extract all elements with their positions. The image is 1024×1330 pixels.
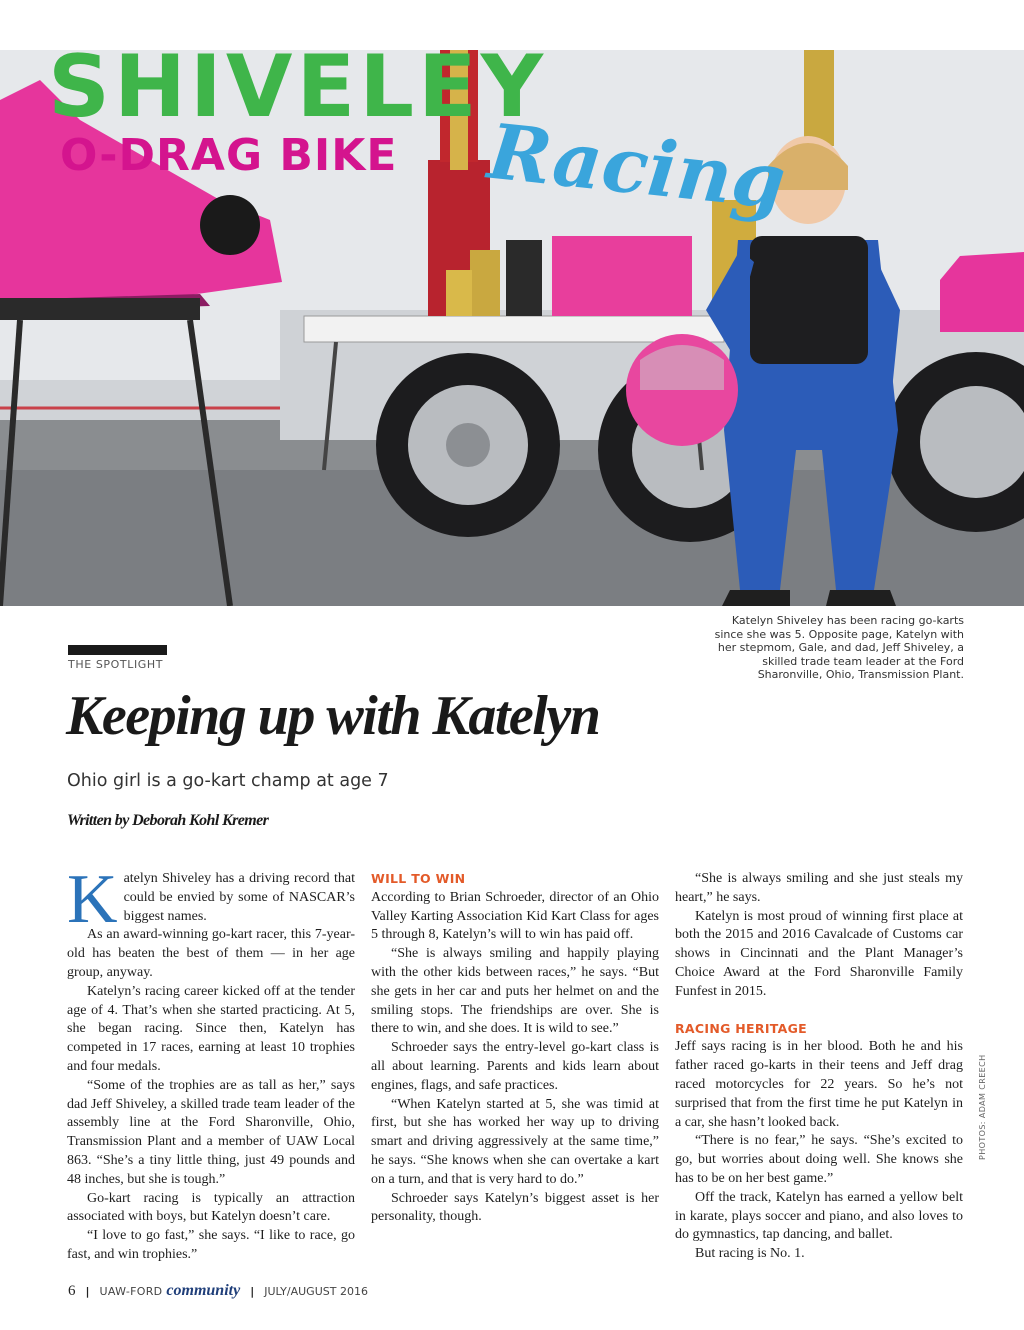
article-paragraph: Schroeder says Katelyn’s biggest asset is her personality, though. — [371, 1190, 659, 1225]
article-paragraph: “There is no fear,” he says. “She’s excited to go, but worries about doing well. She knows she has to be on her best game.” — [675, 1133, 963, 1186]
trailer-lettering-shiveley: SHIVELEY — [48, 50, 548, 137]
subhead-racing-heritage: RACING HERITAGE — [675, 1020, 808, 1036]
article-paragraph: Katelyn is most proud of winning first place at both the 2015 and 2016 Cavalcade of Customs car shows in Cincinnati and the Plant Manager’s Choice Award at the Ford Sharonville Family Funfest in 2015. — [675, 908, 963, 999]
article-column-3 — [675, 870, 963, 1264]
article-paragraph: Off the track, Katelyn has earned a yellow belt in karate, plays soccer and piano, and also loves to do gymnastics, tap dancing, and ballet. — [675, 1189, 963, 1243]
footer-issue-date: JULY/AUGUST 2016 — [264, 1285, 368, 1298]
hero-photo — [0, 50, 1024, 606]
section-label: THE SPOTLIGHT — [68, 658, 164, 671]
article-paragraph: But racing is No. 1. — [695, 1246, 805, 1262]
page-footer — [68, 1282, 368, 1300]
page-number: 6 — [68, 1283, 76, 1299]
article-paragraph: According to Brian Schroeder, director of an Ohio Valley Karting Association Kid Kart Class for ages 5 through 8, Katelyn’s will to win has paid off. — [371, 889, 659, 943]
article-column-2 — [371, 870, 659, 1227]
photo-credit-text: PHOTOS: ADAM CREECH — [978, 1054, 987, 1160]
article-paragraph: Schroeder says the entry-level go-kart class is all about learning. Parents and kids learn about engines, flags, and safe practices. — [371, 1040, 659, 1093]
article-headline: Keeping up with Katelyn — [66, 685, 600, 747]
trailer-lettering-drag-bike: O-DRAG BIKE — [60, 130, 398, 181]
article-paragraph: “Some of the trophies are as tall as her,” says dad Jeff Shiveley, a skilled trade team leader of the assembly line at the Ford Sharonville, Ohio, Transmission Plant and a member of UAW Local 863. “She’s a tiny little thing, just 49 pounds and 48 inches, but she is tough.” — [67, 1077, 355, 1187]
photo-caption: Katelyn Shiveley has been racing go-karts since she was 5. Opposite page, Katelyn with her stepmom, Gale, and dad, Jeff Shiveley, a skilled trade team leader at the Ford Sharonville, Ohio, Transmission Plant. — [714, 614, 964, 681]
photo-credit — [978, 1054, 987, 1160]
footer-separator: | — [250, 1285, 255, 1298]
drop-cap: K — [67, 861, 118, 938]
trailer-lettering-racing: Racing — [484, 106, 790, 227]
subhead-will-to-win: WILL TO WIN — [371, 871, 466, 886]
article-deck: Ohio girl is a go-kart champ at age 7 — [67, 771, 389, 791]
paragraph-text: atelyn Shiveley has a driving record that could be envied by some of NASCAR’s biggest names. — [123, 871, 355, 924]
article-paragraph: “She is always smiling and she just steals my heart,” he says. — [675, 871, 963, 905]
article-paragraph — [67, 861, 355, 938]
article-paragraph: “She is always smiling and happily playing with the other kids between races,” he says. “But she gets in her car and puts her helmet on and the smiling stops. The friendships are over. She is there to win, and she does. It is wild to see.” — [371, 946, 659, 1037]
article-paragraph: “I love to go fast,” she says. “I like to race, go fast, and win trophies.” — [67, 1228, 355, 1262]
article-column-1 — [67, 861, 355, 1265]
footer-brand-name: community — [166, 1282, 241, 1299]
article-byline: Written by Deborah Kohl Kremer — [67, 812, 269, 829]
section-rule — [68, 645, 167, 655]
footer-separator: | — [85, 1285, 90, 1298]
footer-brand-prefix: UAW-FORD — [99, 1285, 163, 1298]
article-paragraph: “When Katelyn started at 5, she was timid at first, but she has worked her way up to driving smart and driving aggressively at the same time,” he says. “She knows when she can overtake a kart on a turn, and that is very hard to do.” — [371, 1096, 659, 1187]
article-paragraph: Katelyn’s racing career kicked off at the tender age of 4. That’s when she started practicing. At 5, she began racing. Since then, Katelyn has competed in 17 races, earning at least 10 trophies and four medals. — [67, 983, 355, 1074]
article-paragraph: Go-kart racing is typically an attraction associated with boys, but Katelyn doesn’t care. — [67, 1190, 355, 1225]
article-paragraph: As an award-winning go-kart racer, this 7-year-old has beaten the best of them — in her age group, anyway. — [67, 927, 355, 980]
article-paragraph: Jeff says racing is in her blood. Both he and his father raced go-karts in their teens and Jeff drag raced motorcycles for 22 years. So he’s not surprised that from the first time he put Katelyn in a car, she hasn’t looked back. — [675, 1039, 963, 1130]
